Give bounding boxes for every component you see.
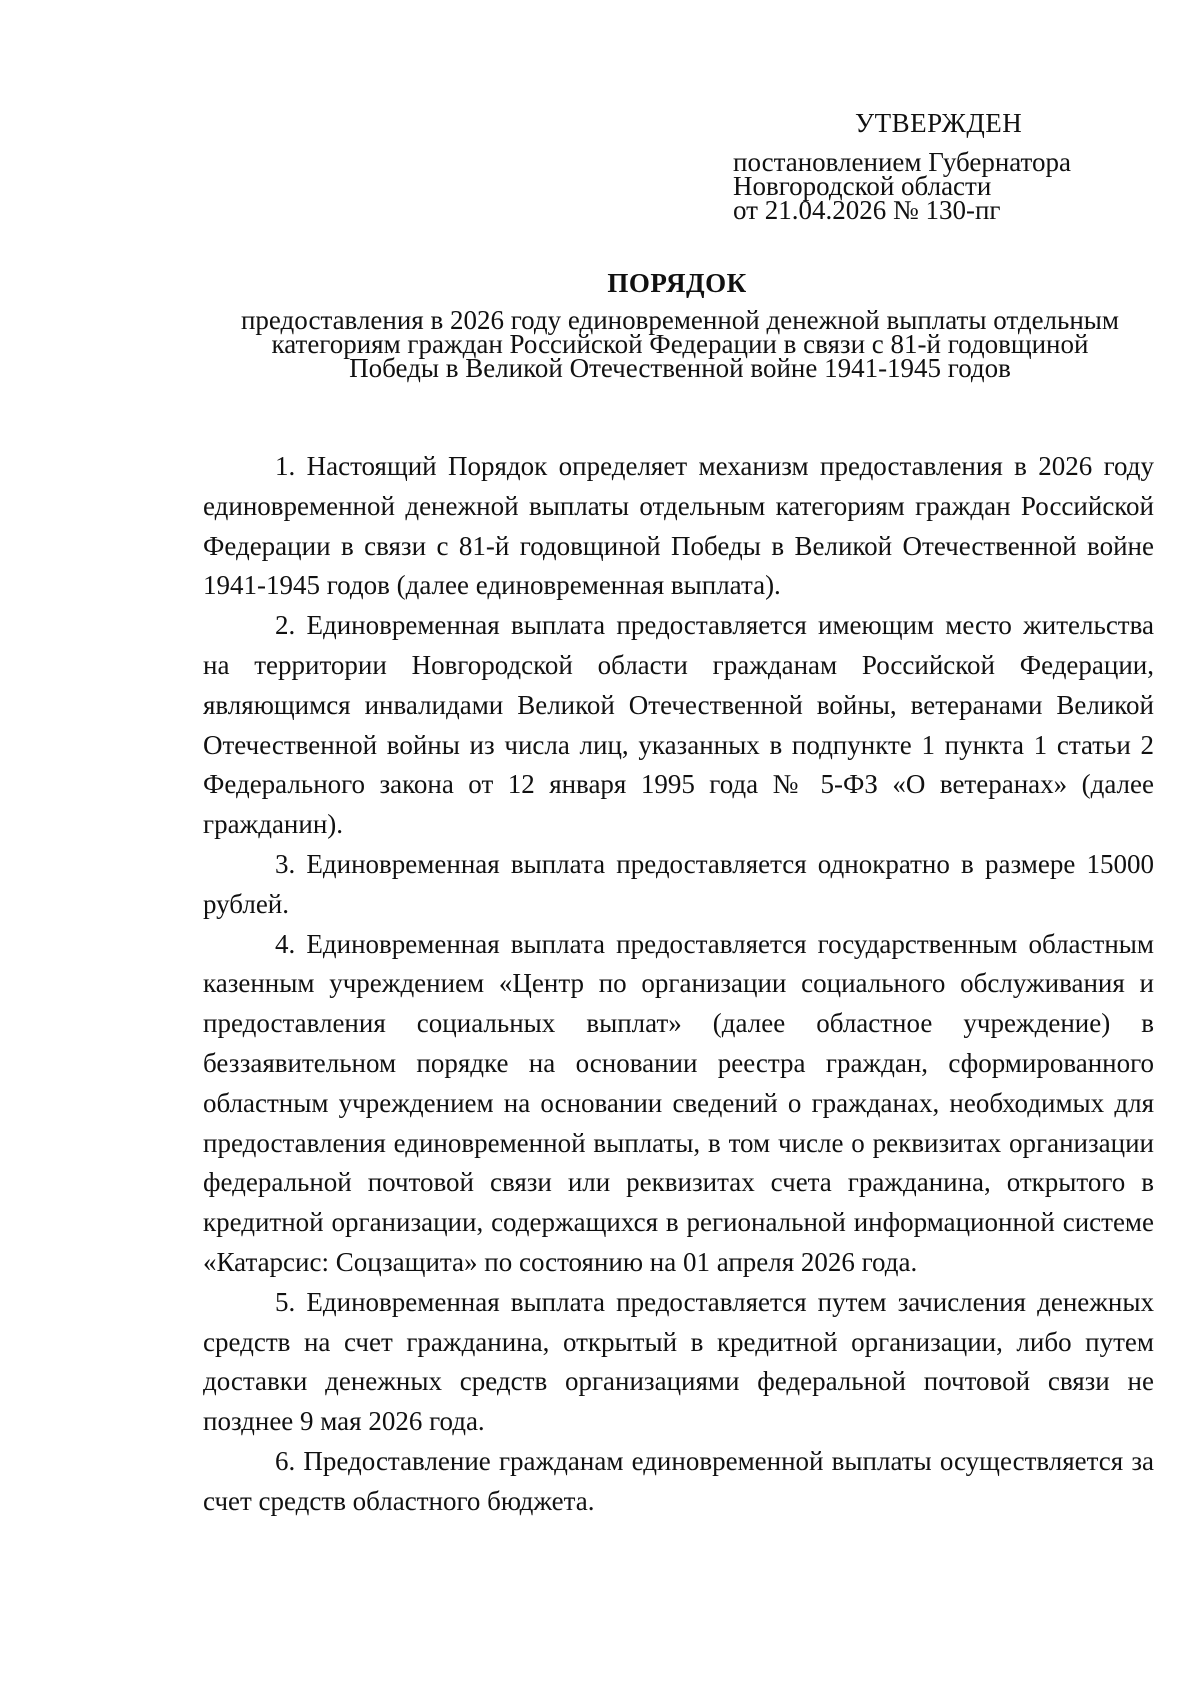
document-subtitle — [200, 305, 1160, 383]
paragraph-3: 3. Единовременная выплата предоставляется однократно в размере 15000 рублей. — [203, 848, 1154, 919]
paragraph-2: 2. Единовременная выплата предоставляется имеющим место жительства на территории Новгородской области гражданам Российской Федерации, являющимся инвалидами Великой Отечественной войны, ветеранами Великой Отечественной войны из числа лиц, указанных в подпункте 1 пункта 1 статьи 2 Федерального закона от 12 января 1995 года № 5-ФЗ «О ветеранах» (далее гражданин). — [203, 610, 1154, 840]
paragraph-4: 4. Единовременная выплата предоставляется государственным областным казенным учреждением «Центр по организации социального обслуживания и предоставления социальных выплат» (далее областное учреждение) в беззаявительном порядке на основании реестра граждан, сформированного областным учреждением на основании сведений о гражданах, необходимых для предоставления единовременной выплаты, в том числе о реквизитах организации федеральной почтовой связи или реквизитах счета гражданина, открытого в кредитной организации, содержащихся в региональной информационной системе «Катарсис: Соцзащита» по состоянию на 01 апреля 2026 года. — [203, 928, 1154, 1277]
subtitle-line: предоставления в 2026 году единовременной денежной выплаты отдельным — [240, 305, 1120, 335]
approval-heading: УТВЕРЖДЕН — [855, 108, 1023, 138]
subtitle-line: Победы в Великой Отечественной войне 1941-1945 годов — [349, 353, 1011, 383]
paragraph-5: 5. Единовременная выплата предоставляется путем зачисления денежных средств на счет гражданина, открытый в кредитной организации, либо путем доставки денежных средств организациями федеральной почтовой связи не позднее 9 мая 2026 года. — [203, 1286, 1154, 1437]
approval-line: Новгородской области — [733, 171, 992, 201]
paragraph-6: 6. Предоставление гражданам единовременной выплаты осуществляется за счет средств областного бюджета. — [203, 1445, 1154, 1516]
document-body — [203, 447, 1154, 1522]
approval-line: постановлением Губернатора — [733, 147, 1071, 177]
approval-line: от 21.04.2026 № 130-пг — [733, 195, 1001, 225]
approval-details — [733, 147, 1071, 225]
paragraph-1: 1. Настоящий Порядок определяет механизм предоставления в 2026 году единовременной денежной выплаты отдельным категориям граждан Российской Федерации в связи с 81-й годовщиной Победы в Великой Отечественной войне 1941-1945 годов (далее единовременная выплата). — [203, 451, 1154, 601]
document-title: ПОРЯДОК — [607, 268, 747, 298]
subtitle-line: категориям граждан Российской Федерации в связи с 81-й годовщиной — [271, 329, 1089, 359]
